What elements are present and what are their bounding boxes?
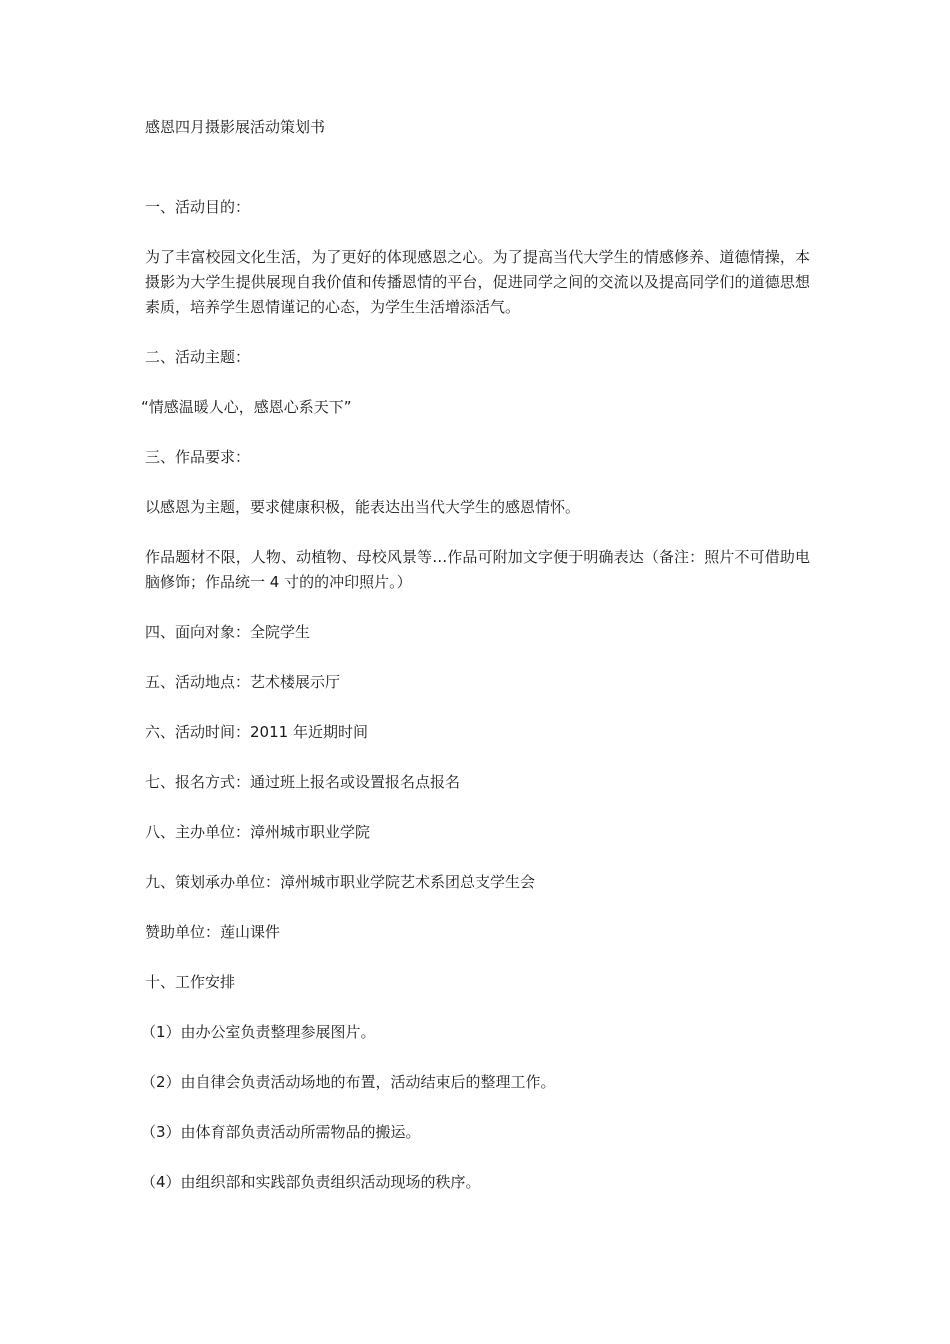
paragraph-requirements-2: 作品题材不限，人物、动植物、母校风景等…作品可附加文字便于明确表达（备注：照片不可借助电脑修饰；作品统一 4 寸的的冲印照片。）	[145, 548, 810, 591]
section-heading-arrangement: 十、工作安排	[145, 973, 236, 991]
paragraph-purpose: 为了丰富校园文化生活，为了更好的体现感恩之心。为了提高当代大学生的情感修养、道德情操，本摄影为大学生提供展现自我价值和传播恩情的平台，促进同学之间的交流以及提高同学们的道德思想素质，培养学生恩情谨记的心态，为学生生活增添活气。	[145, 248, 810, 316]
section-audience: 四、面向对象：全院学生	[145, 623, 311, 641]
section-heading-theme: 二、活动主题：	[145, 348, 251, 366]
section-location: 五、活动地点：艺术楼展示厅	[145, 673, 341, 691]
arrangement-item-2: （2）由自律会负责活动场地的布置，活动结束后的整理工作。	[141, 1073, 556, 1091]
section-organizer: 八、主办单位：漳州城市职业学院	[145, 823, 371, 841]
section-heading-purpose: 一、活动目的：	[145, 198, 251, 216]
document-body	[141, 115, 810, 1220]
document-title: 感恩四月摄影展活动策划书	[145, 118, 326, 136]
arrangement-item-4: （4）由组织部和实践部负责组织活动现场的秩序。	[141, 1173, 481, 1191]
paragraph-theme-quote: “情感温暖人心，感恩心系天下”	[141, 398, 352, 416]
section-heading-requirements: 三、作品要求：	[145, 448, 251, 466]
arrangement-item-1: （1）由办公室负责整理参展图片。	[141, 1023, 376, 1041]
section-sponsor: 赞助单位：莲山课件	[145, 923, 281, 941]
section-registration: 七、报名方式：通过班上报名或设置报名点报名	[145, 773, 461, 791]
paragraph-requirements-1: 以感恩为主题，要求健康积极，能表达出当代大学生的感恩情怀。	[145, 498, 581, 516]
section-time: 六、活动时间：2011 年近期时间	[145, 723, 368, 741]
arrangement-item-3: （3）由体育部负责活动所需物品的搬运。	[141, 1123, 421, 1141]
section-co-organizer: 九、策划承办单位：漳州城市职业学院艺术系团总支学生会	[145, 873, 536, 891]
